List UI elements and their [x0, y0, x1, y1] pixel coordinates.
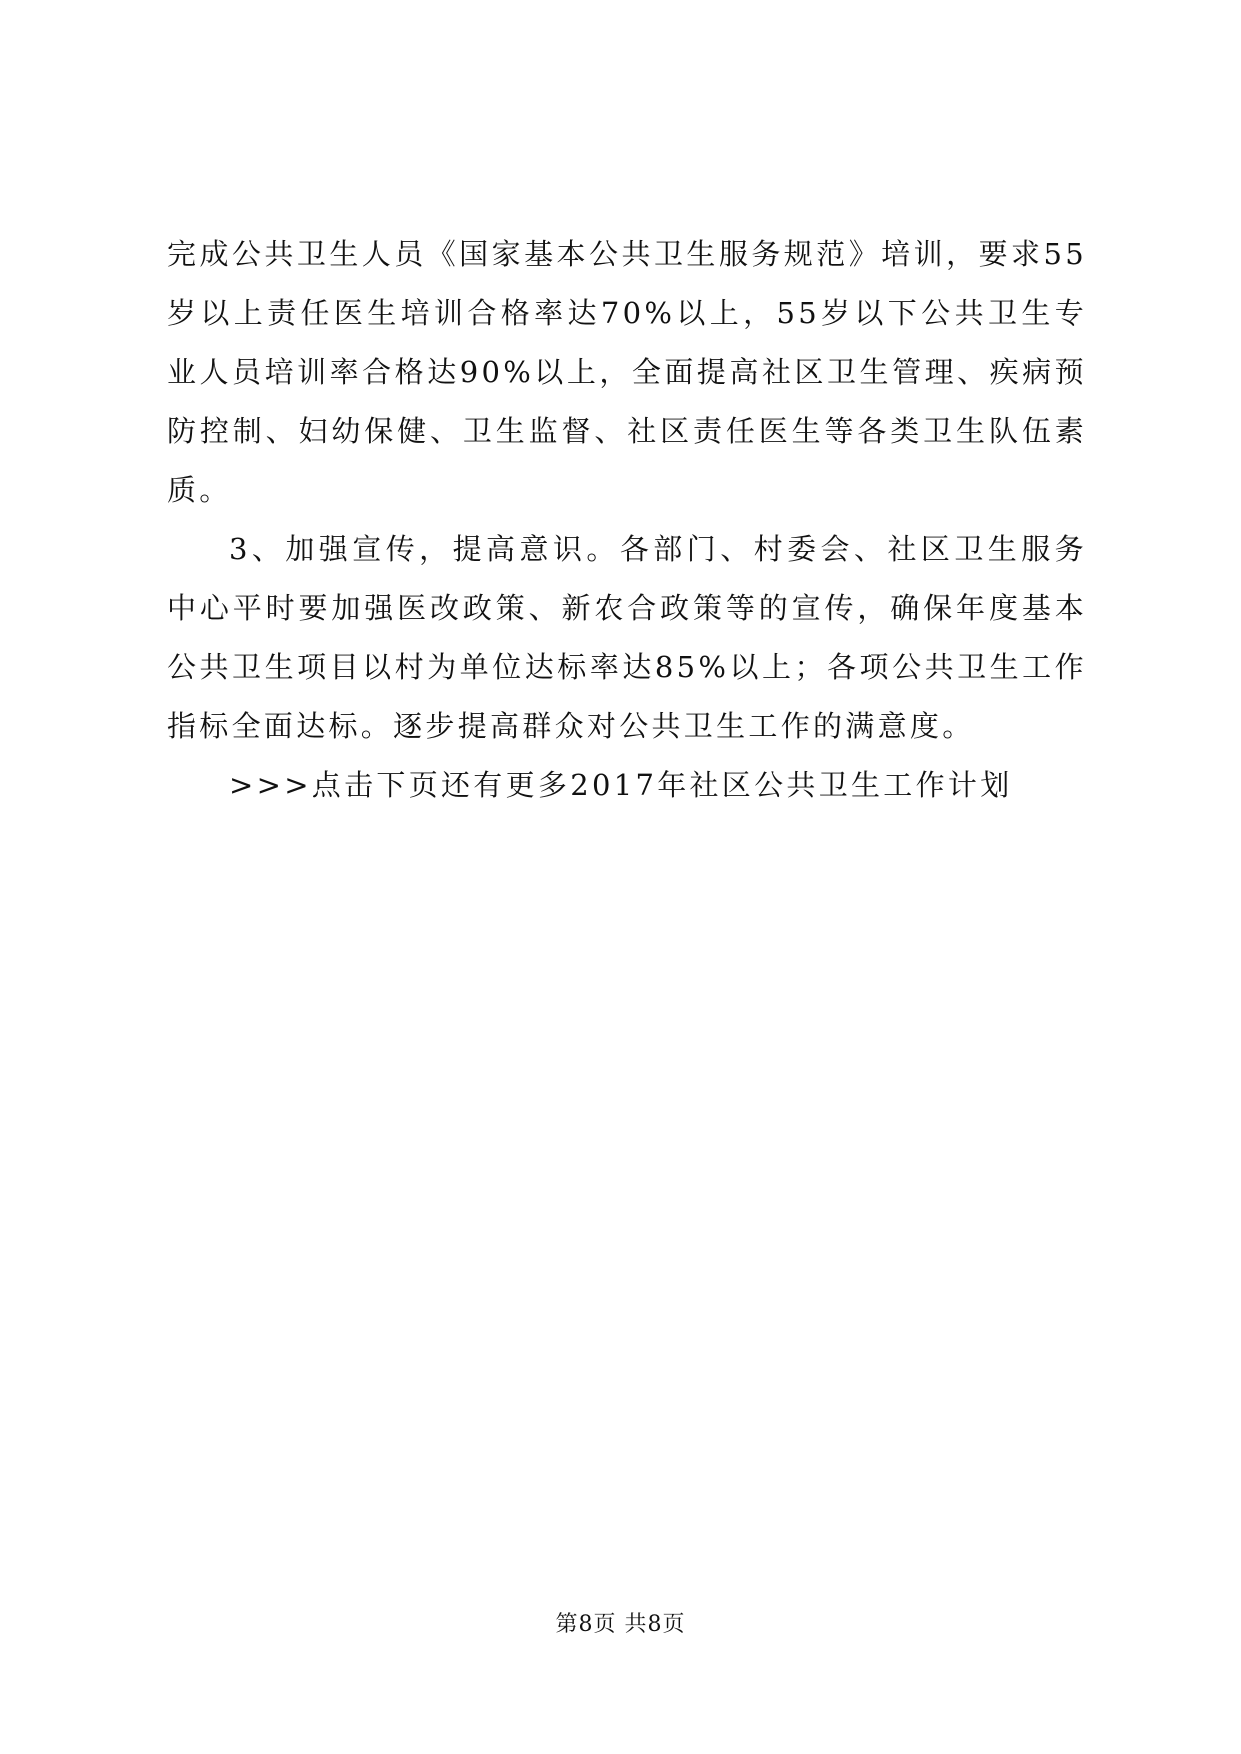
page-number-footer: 第8页 共8页 [555, 1612, 686, 1637]
paragraph-publicity: 3、加强宣传，提高意识。各部门、村委会、社区卫生服务中心平时要加强医改政策、新农合政策等的宣传，确保年度基本公共卫生项目以村为单位达标率达85%以上；各项公共卫生工作指标全面达标。逐步提高群众对公共卫生工作的满意度。 [167, 532, 1087, 743]
next-page-link[interactable]: >>>点击下页还有更多2017年社区公共卫生工作计划 [229, 768, 1013, 802]
document-body [167, 225, 1087, 815]
paragraph-training: 完成公共卫生人员《国家基本公共卫生服务规范》培训，要求55岁以上责任医生培训合格率达70%以上，55岁以下公共卫生专业人员培训率合格达90%以上，全面提高社区卫生管理、疾病预防控制、妇幼保健、卫生监督、社区责任医生等各类卫生队伍素质。 [167, 237, 1087, 507]
